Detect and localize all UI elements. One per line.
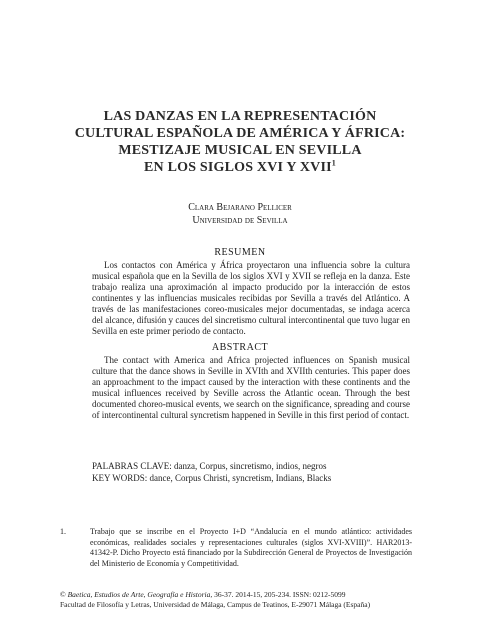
- article-title: [40, 108, 440, 176]
- resumen-text: [92, 260, 410, 337]
- footer-copyright: ©: [60, 590, 68, 599]
- keywords-english: KEY WORDS: dance, Corpus Christi, syncretism, Indians, Blacks: [92, 472, 332, 483]
- author-affiliation: Universidad de Sevilla: [192, 215, 288, 226]
- footnote-number: 1.: [60, 527, 66, 536]
- abstract-body: The contact with America and Africa projected influences on Spanish musical culture that the dance shows in Seville in XVIth and XVIIth centuries. This paper does an approachment to the impact caused by the interaction with these continents and the musical influences received by Seville across the Atlantic ocean. Through the best documented choreo-musical events, we search on the significance, spreading and course of intercontinental cultural syncretism happened in Seville in this first period of contact.: [92, 355, 410, 420]
- title-line: LAS DANZAS EN LA REPRESENTACIÓN: [103, 109, 377, 124]
- title-line: MESTIZAJE MUSICAL EN SEVILLA: [118, 143, 362, 158]
- keywords-block: [92, 461, 410, 484]
- footnote-text: Trabajo que se inscribe en el Proyecto I+D “Andalucía en el mundo atlántico: actividades económicas, realidades sociales y representaciones culturales (siglos XVI-XVIII)”. HAR2013-41342-P. Dicho Proyecto está financiado por la Subdirección General de Proyectos de Investigación del Ministerio de Economía y Competitividad.: [90, 527, 412, 568]
- resumen-heading: RESUMEN: [214, 247, 266, 258]
- footer-details: 36-37. 2014-15, 205-234. ISSN: 0212-5099: [212, 590, 346, 599]
- title-footnote-mark: 1: [331, 158, 336, 168]
- title-line-text: EN LOS SIGLOS XVI Y XVII: [144, 160, 332, 175]
- author-block: [0, 201, 480, 227]
- title-line-last: [40, 159, 440, 176]
- page-footer: [60, 590, 420, 610]
- title-line: CULTURAL ESPAÑOLA DE AMÉRICA Y ÁFRICA:: [74, 126, 406, 141]
- abstract-heading: ABSTRACT: [211, 342, 269, 353]
- keywords-spanish: PALABRAS CLAVE: danza, Corpus, sincretismo, indios, negros: [92, 461, 327, 471]
- footer-citation: [60, 590, 420, 600]
- resumen-body: Los contactos con América y África proyectaron una influencia sobre la cultura musical española que en la Sevilla de los siglos XVI y XVII se refleja en la danza. Este trabajo realiza una aproximación al impacto producido por la interacción de estos continentes y las influencias musicales recibidas por Sevilla a través del Atlántico. A través de las manifestaciones coreo-musicales mejor documentadas, se indaga acerca del alcance, difusión y cauces del sincretismo cultural intercontinental que tuvo lugar en Sevilla en este primer periodo de contacto.: [92, 260, 410, 336]
- author-name: Clara Bejarano Pellicer: [188, 202, 292, 213]
- footer-journal: Baetica, Estudios de Arte, Geografía e Historia,: [67, 590, 213, 599]
- abstract-text: [92, 355, 410, 421]
- footer-address: Facultad de Filosofía y Letras, Universidad de Málaga, Campus de Teatinos, E-29071 Málaga (España): [60, 600, 371, 609]
